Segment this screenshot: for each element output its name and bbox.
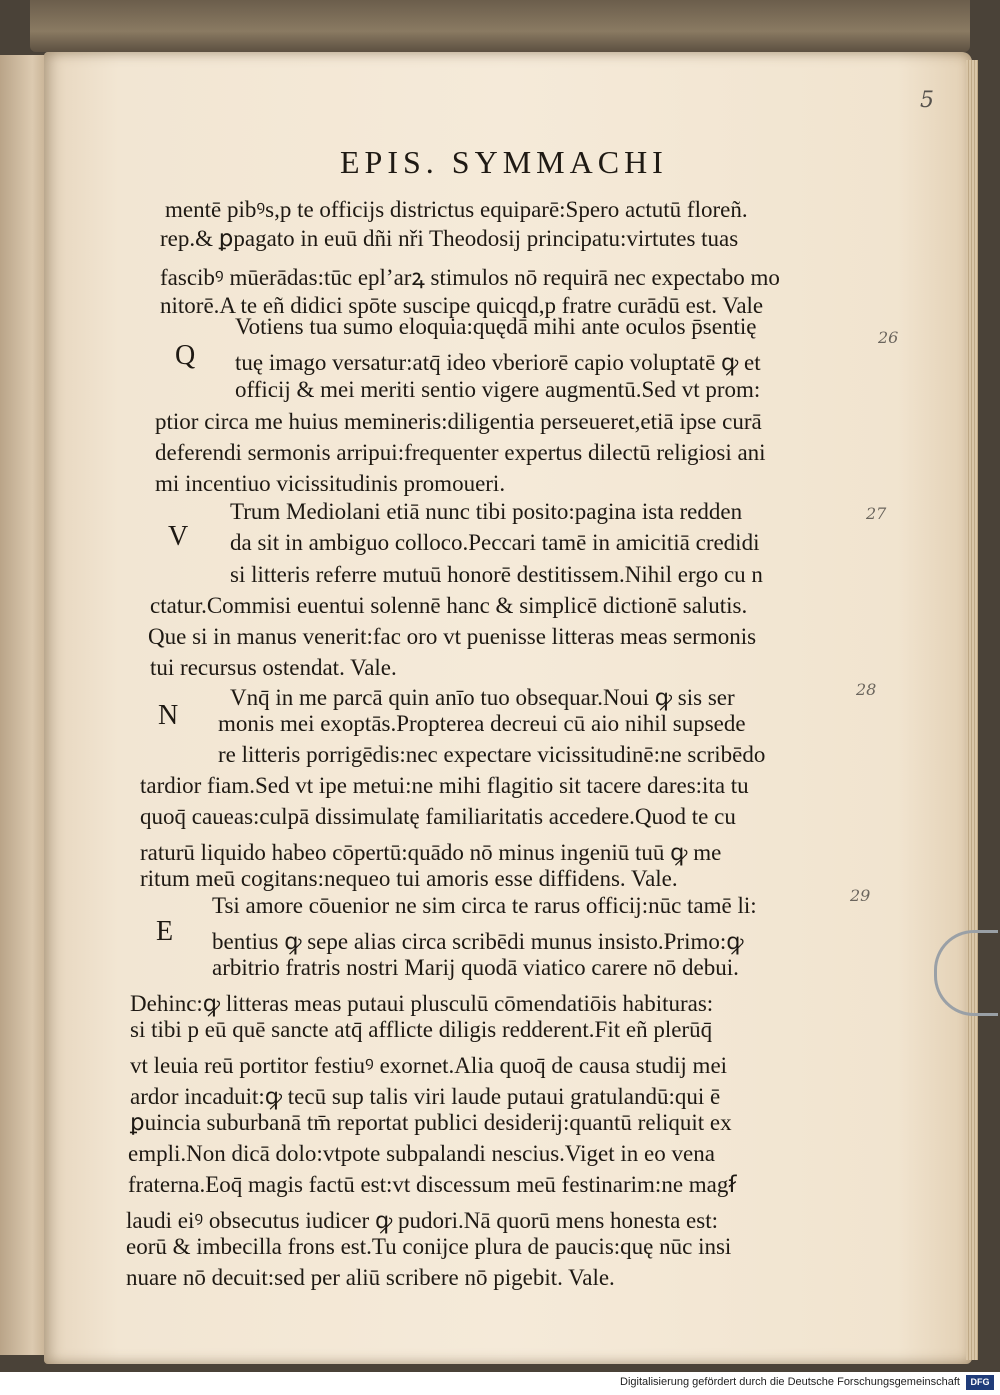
- initial-letter: N: [158, 700, 179, 731]
- margin-note: 29: [850, 886, 871, 905]
- margin-note: 26: [878, 328, 899, 347]
- text-line: Vnq̄ in me parcā quin anīo tuo obsequar.Noui ꝙ sis ser: [230, 685, 735, 710]
- text-line: Dehinc:ꝙ litteras meas putaui plusculū cōmendatiōis habituras:: [130, 991, 714, 1016]
- text-line: tardior fiam.Sed vt ipe metui:ne mihi flagitio sit tacere dares:ita tu: [140, 773, 749, 798]
- margin-note: 28: [856, 680, 877, 699]
- footer-bar: [0, 1372, 1000, 1395]
- text-line: nitorē.A te eñ didici spōte suscipe quicqd,p fratre curādū est. Vale: [160, 293, 764, 318]
- funding-credit: Digitalisierung gefördert durch die Deutsche Forschungsgemeinschaft: [620, 1376, 960, 1388]
- initial-letter: E: [156, 916, 174, 947]
- text-line: laudi eiꝰ obsecutus iudicer ꝙ pudori.Nā quorū mens honesta est:: [126, 1208, 718, 1233]
- text-line: deferendi sermonis arripui:frequenter expertus dilectū religiosi ani: [155, 440, 766, 465]
- page-fore-edge: [966, 60, 978, 1360]
- folio-number: 5: [920, 88, 934, 113]
- dfg-logo: DFG: [966, 1375, 994, 1390]
- text-line: Tsi amore cōuenior ne sim circa te rarus officij:nūc tamē li:: [212, 893, 757, 918]
- text-line: ritum meū cogitans:nequeo tui amoris esse diffidens. Vale.: [140, 866, 678, 891]
- running-head: EPIS. SYMMACHI: [340, 144, 668, 180]
- text-line: tuę imago versatur:atq̄ ideo vberiorē capio voluptatē ꝙ et: [235, 350, 761, 375]
- text-line: arbitrio fratris nostri Marij quodā viatico carere nō debui.: [212, 955, 739, 980]
- margin-note: 27: [866, 504, 887, 523]
- text-line: ctatur.Commisi euentui solennē hanc & simplicē dictionē salutis.: [150, 593, 748, 618]
- paper-clip: [934, 930, 998, 1016]
- text-line: raturū liquido habeo cōpertū:quādo nō minus ingeniū tuū ꝙ me: [140, 840, 722, 865]
- text-line: ptior circa me huius memineris:diligentia perseueret,etiā ipse curā: [155, 409, 762, 434]
- initial-letter: Q: [175, 340, 196, 371]
- text-line: Votiens tua sumo eloquia:quędā mihi ante oculos p̄sentię: [235, 314, 757, 339]
- text-line: Trum Mediolani etiā nunc tibi posito:pagina ista redden: [230, 499, 743, 524]
- text-line: ꝑuincia suburbanā tm̄ reportat publici desiderij:quantū reliquit ex: [130, 1110, 732, 1135]
- text-line: empli.Non dicā dolo:vtpote subpalandi nescius.Viget in eo vena: [128, 1141, 715, 1166]
- text-line: officij & mei meriti sentio vigere augmentū.Sed vt prom:: [235, 377, 761, 402]
- text-line: da sit in ambiguo colloco.Peccari tamē in amicitiā credidi: [230, 530, 760, 555]
- text-line: mi incentiuo vicissitudinis promoueri.: [155, 471, 506, 496]
- text-line: vt leuia reū portitor festiuꝰ exornet.Alia quoq̄ de causa studij mei: [130, 1053, 728, 1078]
- text-line: si tibi p eū quē sancte atq̄ afflicte diligis redderent.Fit eñ plerūq̄: [130, 1017, 713, 1042]
- text-line: monis mei exoptās.Propterea decreui cū aio nihil supsede: [218, 711, 746, 736]
- text-line: fascibꝰ mūerādas:tūc epl’arꝝ stimulos nō requirā nec expectabo mo: [160, 265, 780, 290]
- text-line: eorū & imbecilla frons est.Tu conijce plura de paucis:quę nūc insi: [126, 1234, 732, 1259]
- text-line: nuare nō decuit:sed per aliū scribere nō pigebit. Vale.: [126, 1265, 615, 1290]
- text-line: fraterna.Eoq̄ magis factū est:vt discessum meū festinarim:ne magẜ: [128, 1172, 737, 1197]
- text-line: mentē pibꝰs,p te officijs districtus equiparē:Spero actutū floreñ.: [165, 197, 748, 222]
- left-page-edge: [0, 55, 48, 1355]
- text-line: tui recursus ostendat. Vale.: [150, 655, 397, 680]
- text-line: rep.& ꝑpagato in euū dñi nři Theodosij principatu:virtutes tuas: [160, 226, 739, 251]
- text-line: si litteris referre mutuū honorē destitissem.Nihil ergo cu n: [230, 562, 763, 587]
- initial-letter: V: [168, 521, 189, 552]
- text-line: ardor incaduit:ꝙ tecū sup talis viri laude putaui gratulandū:qui ē: [130, 1084, 721, 1109]
- text-line: quoq̄ caueas:culpā dissimulatę familiaritatis accedere.Quod te cu: [140, 804, 736, 829]
- text-line: bentius ꝙ sepe alias circa scribēdi munus insisto.Primo:ꝙ: [212, 929, 744, 954]
- text-line: Que si in manus venerit:fac oro vt puenisse litteras meas sermonis: [148, 624, 757, 649]
- text-line: re litteris porrigēdis:nec expectare vicissitudinē:ne scribēdo: [218, 742, 766, 767]
- book-cover-top: [30, 0, 970, 52]
